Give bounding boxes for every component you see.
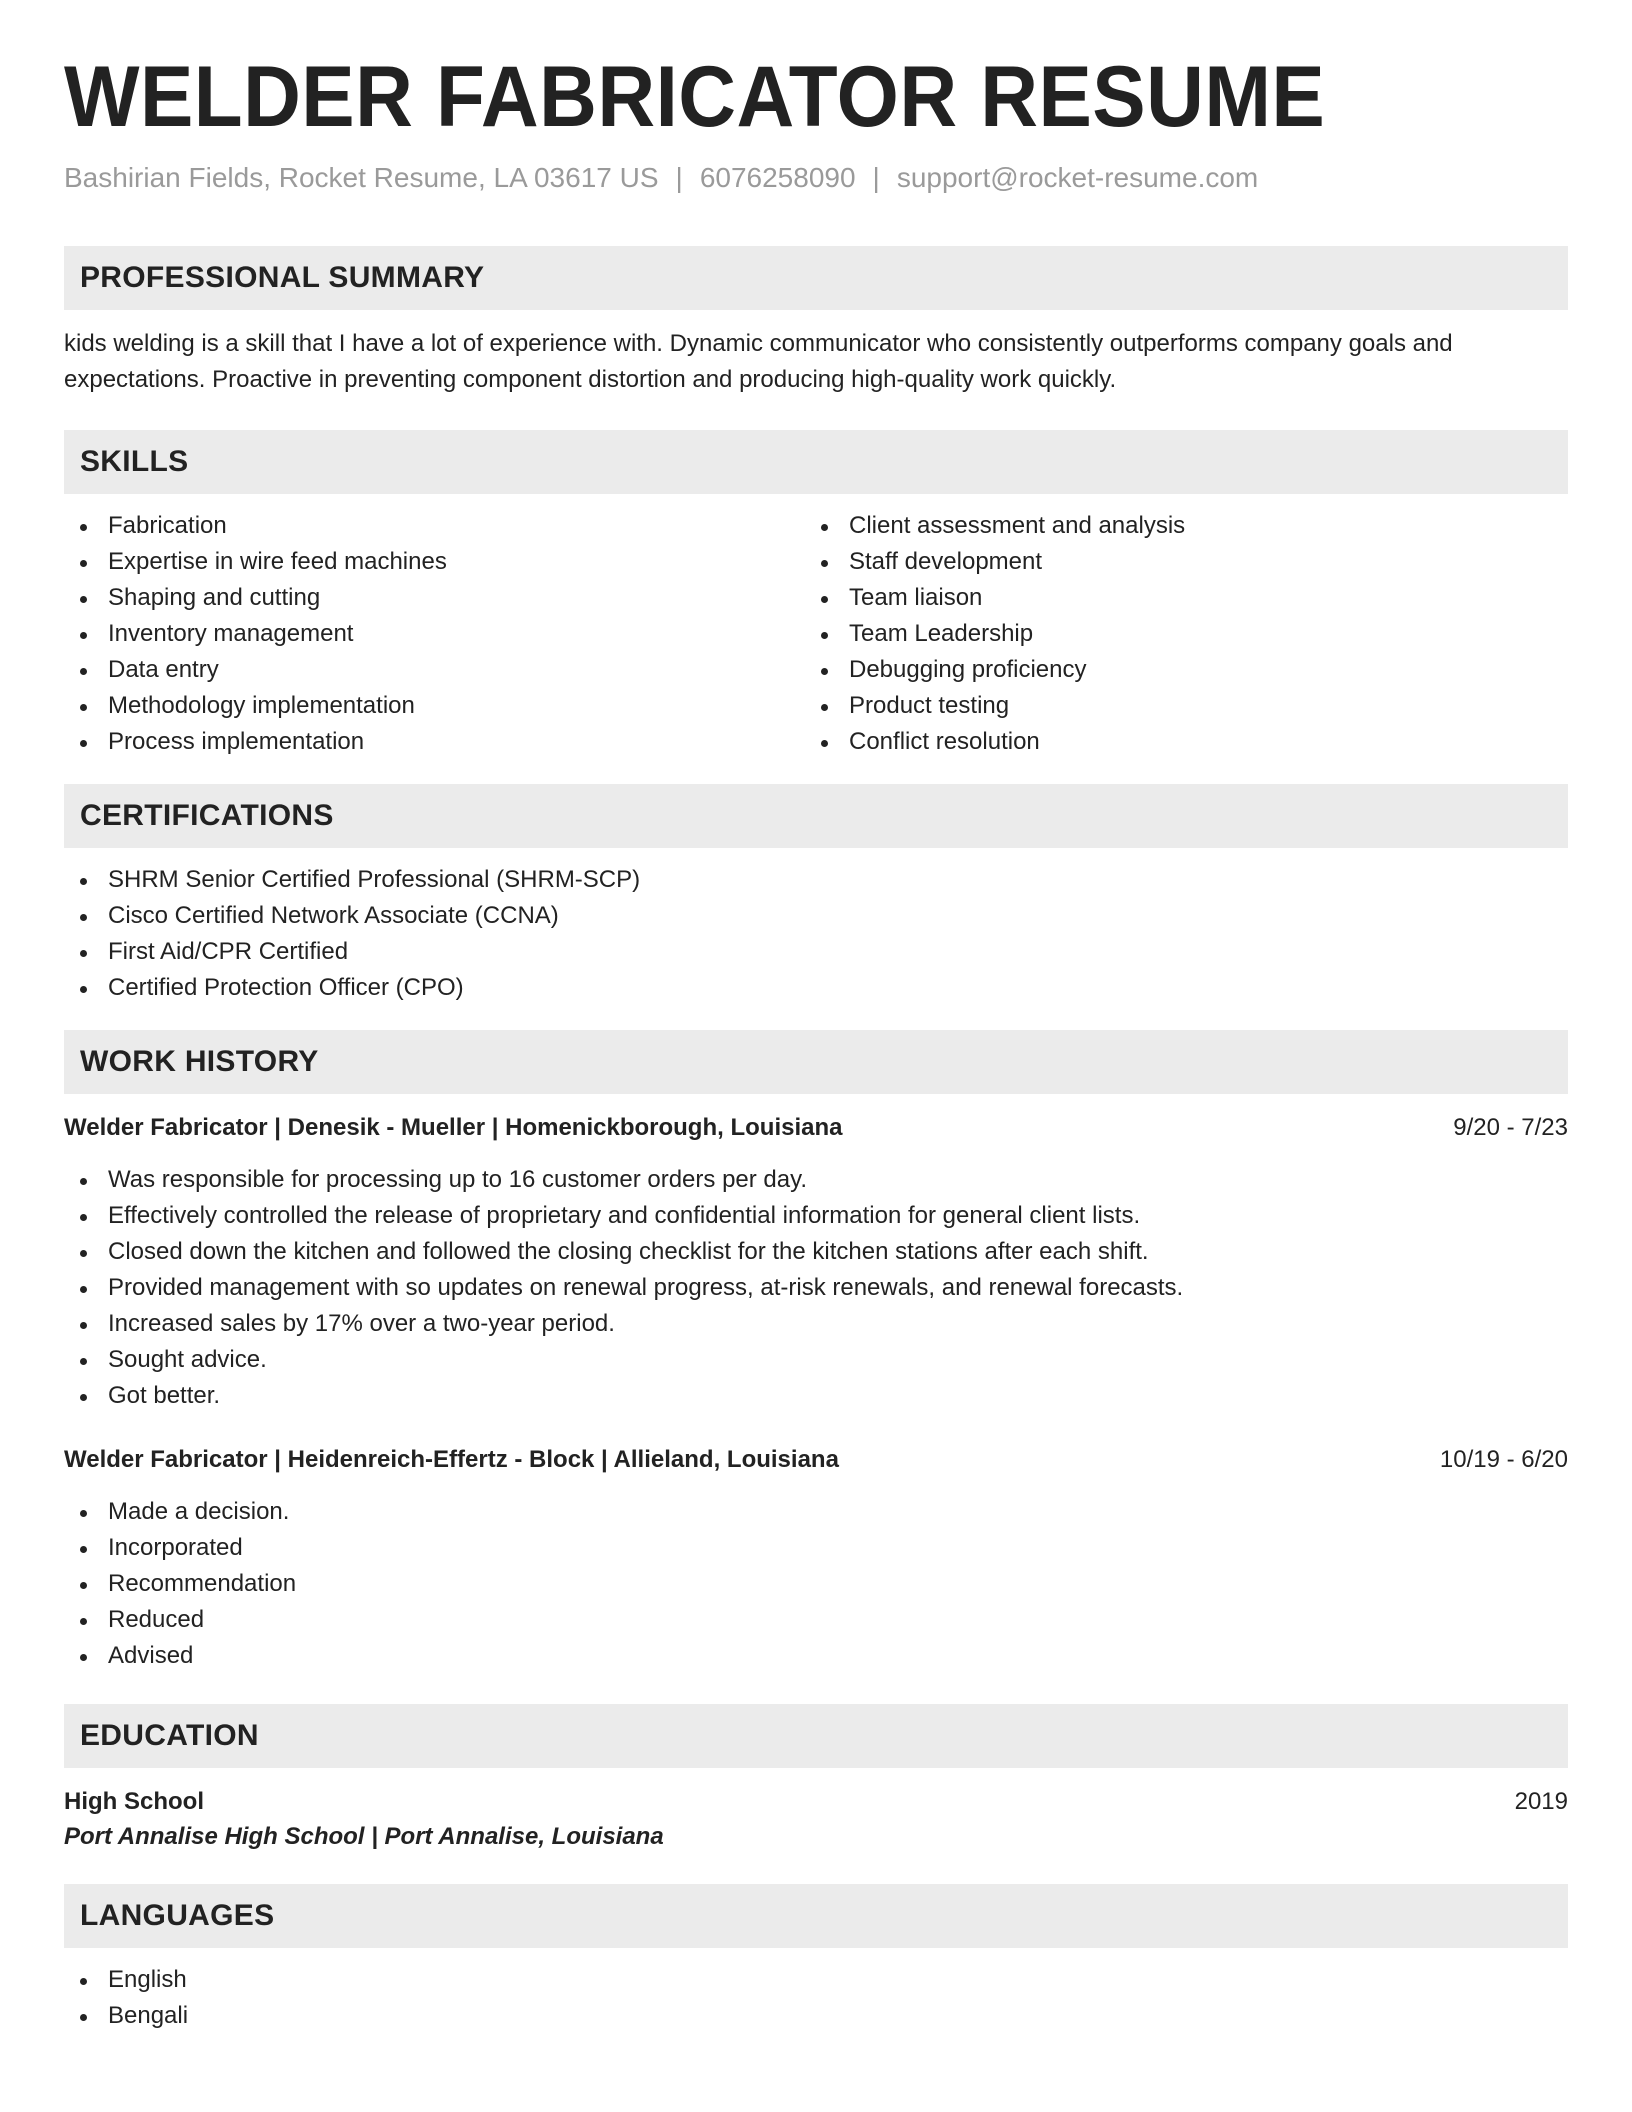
section-heading-summary: PROFESSIONAL SUMMARY xyxy=(64,246,1568,310)
skill-item: Staff development xyxy=(805,544,1546,580)
job-entry xyxy=(64,1112,1568,1414)
skill-item: Client assessment and analysis xyxy=(805,508,1546,544)
job-bullet: Was responsible for processing up to 16 customer orders per day. xyxy=(64,1162,1568,1198)
certification-item: First Aid/CPR Certified xyxy=(64,934,1568,970)
skill-item: Product testing xyxy=(805,688,1546,724)
certifications-list xyxy=(64,862,1568,1006)
education-degree: High School xyxy=(64,1788,204,1816)
section-heading-certifications: CERTIFICATIONS xyxy=(64,784,1568,848)
contact-separator: | xyxy=(872,162,880,194)
job-bullet: Increased sales by 17% over a two-year period. xyxy=(64,1306,1568,1342)
certification-item: SHRM Senior Certified Professional (SHRM-SCP) xyxy=(64,862,1568,898)
skills-list-right xyxy=(805,508,1546,760)
skills-grid xyxy=(64,508,1568,760)
job-bullet: Effectively controlled the release of proprietary and confidential information for general client lists. xyxy=(64,1198,1568,1234)
skill-item: Debugging proficiency xyxy=(805,652,1546,688)
skill-item: Team Leadership xyxy=(805,616,1546,652)
section-heading-skills: SKILLS xyxy=(64,430,1568,494)
job-bullet: Provided management with so updates on renewal progress, at-risk renewals, and renewal forecasts. xyxy=(64,1270,1568,1306)
job-bullet: Advised xyxy=(64,1638,1568,1674)
job-header xyxy=(64,1444,1568,1476)
job-bullet: Closed down the kitchen and followed the closing checklist for the kitchen stations after each shift. xyxy=(64,1234,1568,1270)
summary-text: kids welding is a skill that I have a lot of experience with. Dynamic communicator who consistently outperforms company goals and expectations. Proactive in preventing component distortion and producing high-quality work quickly. xyxy=(64,330,1453,394)
section-heading-education: EDUCATION xyxy=(64,1704,1568,1768)
resume-title: WELDER FABRICATOR RESUME xyxy=(64,49,1326,145)
language-item: English xyxy=(64,1962,1568,1998)
job-bullet: Made a decision. xyxy=(64,1494,1568,1530)
skill-item: Methodology implementation xyxy=(64,688,805,724)
skills-column-right xyxy=(805,508,1546,760)
job-bullet: Recommendation xyxy=(64,1566,1568,1602)
education-school: Port Annalise High School | Port Annalise, Louisiana xyxy=(64,1823,664,1851)
skills-list-left xyxy=(64,508,805,760)
job-title: Welder Fabricator | Heidenreich-Effertz - Block | Allieland, Louisiana xyxy=(64,1446,839,1474)
section-heading-languages: LANGUAGES xyxy=(64,1884,1568,1948)
language-item: Bengali xyxy=(64,1998,1568,2034)
education-year: 2019 xyxy=(1514,1788,1568,1816)
job-dates: 10/19 - 6/20 xyxy=(1439,1446,1568,1474)
job-bullet: Reduced xyxy=(64,1602,1568,1638)
job-bullets xyxy=(64,1162,1568,1414)
job-bullets xyxy=(64,1494,1568,1674)
skill-item: Expertise in wire feed machines xyxy=(64,544,805,580)
skill-item: Data entry xyxy=(64,652,805,688)
job-entry xyxy=(64,1444,1568,1674)
contact-line xyxy=(64,162,1568,194)
certification-item: Cisco Certified Network Associate (CCNA) xyxy=(64,898,1568,934)
contact-separator: | xyxy=(675,162,683,194)
certification-item: Certified Protection Officer (CPO) xyxy=(64,970,1568,1006)
job-bullet: Incorporated xyxy=(64,1530,1568,1566)
job-bullet: Got better. xyxy=(64,1378,1568,1414)
skill-item: Conflict resolution xyxy=(805,724,1546,760)
skill-item: Team liaison xyxy=(805,580,1546,616)
contact-phone: 6076258090 xyxy=(699,162,856,194)
job-title: Welder Fabricator | Denesik - Mueller | Homenickborough, Louisiana xyxy=(64,1114,843,1142)
education-header xyxy=(64,1786,1568,1818)
section-heading-work-history: WORK HISTORY xyxy=(64,1030,1568,1094)
skill-item: Inventory management xyxy=(64,616,805,652)
job-header xyxy=(64,1112,1568,1144)
skill-item: Fabrication xyxy=(64,508,805,544)
languages-list xyxy=(64,1962,1568,2034)
contact-email: support@rocket-resume.com xyxy=(896,162,1259,194)
job-bullet: Sought advice. xyxy=(64,1342,1568,1378)
skill-item: Process implementation xyxy=(64,724,805,760)
job-dates: 9/20 - 7/23 xyxy=(1453,1114,1568,1142)
skill-item: Shaping and cutting xyxy=(64,580,805,616)
contact-address: Bashirian Fields, Rocket Resume, LA 03617 US xyxy=(64,162,659,194)
skills-column-left xyxy=(64,508,805,760)
